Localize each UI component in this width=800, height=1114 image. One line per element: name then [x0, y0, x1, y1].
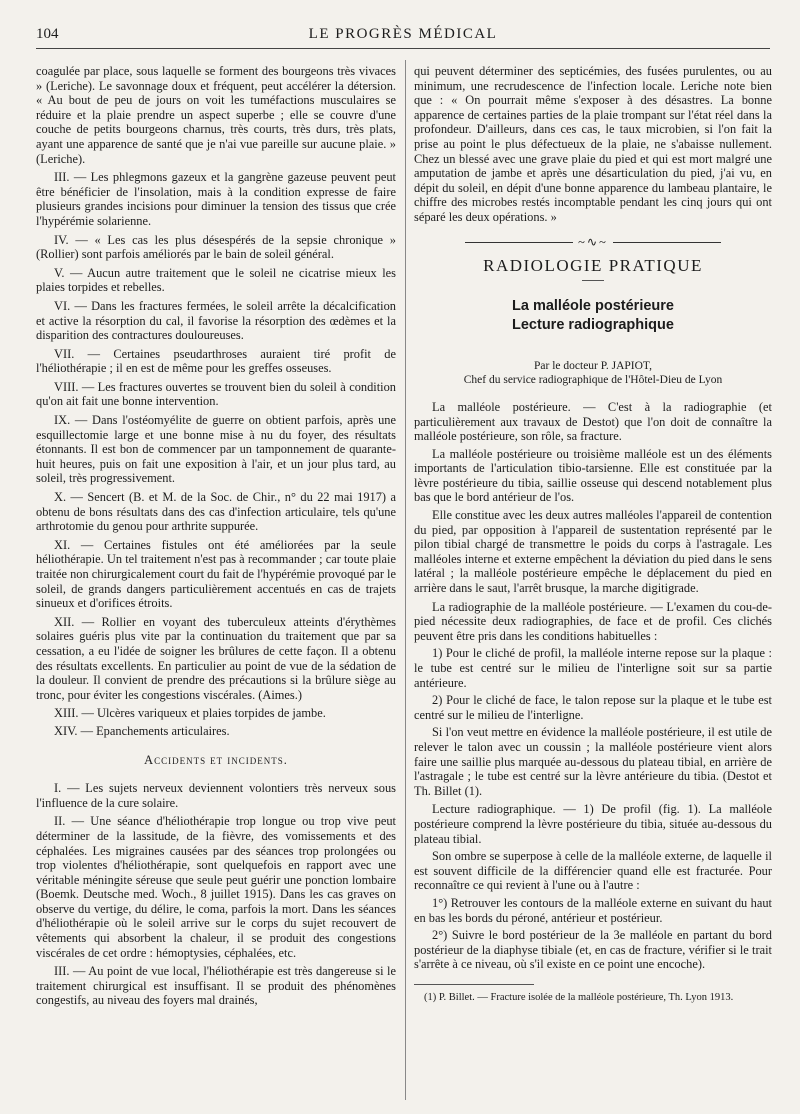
footnote: (1) P. Billet. — Fracture isolée de la malléole postérieure, Th. Lyon 1913.	[424, 991, 734, 1003]
paragraph: VII. — Certaines pseudarthroses auraient tiré profit de l'héliothérapie ; il en est de même pour les greffes osseuses.	[36, 346, 396, 376]
right-column	[414, 64, 772, 1004]
article-title: La malléole postérieure	[512, 297, 674, 314]
column-divider	[405, 60, 406, 1100]
paragraph: X. — Sencert (B. et M. de la Soc. de Chir., n° du 22 mai 1917) a obtenu de bons résultats dans des cas d'infection articulaire, tels qu'une arthrotomie du genou pour arthrite suppurée.	[36, 490, 396, 534]
paragraph: III. — Les phlegmons gazeux et la gangrène gazeuse peuvent peut être bénéficier de l'insolation, mais à la condition expresse de faire plusieurs grandes incisions pour diminuer la tension des tissus que crée l'hypérémie solarienne.	[36, 170, 396, 228]
author-affiliation: Chef du service radiographique de l'Hôtel-Dieu de Lyon	[463, 374, 723, 387]
paragraph: La malléole postérieure. — C'est à la radiographie (et particulièrement aux travaux de Destot) que l'on doit de connaître la malléole postérieure, son rôle, sa fracture.	[414, 399, 772, 444]
article-subtitle: Lecture radiographique	[512, 316, 674, 333]
section-title: RADIOLOGIE PRATIQUE	[483, 256, 703, 276]
paragraph: qui peuvent déterminer des septicémies, des fusées purulentes, ou au minimum, une recrudescence de l'infection locale. Leriche note bien que : « On pourrait même s'exposer à des désastres. La bonne apparence de certaines parties de la plaie trompant sur l'état réel dans la profondeur. D'ailleurs, dans ces cas, le taux microbien, si l'on fait la prise au point le plus défectueux de la plaie, ne s'abaisse nullement. Chez un blessé avec une grave plaie du pied et qui est mort malgré une amputation de jambe et après une désarticulation du pied, j'ai vu, en dépit du soleil, en dépit d'une bonne apparence du lambeau plantaire, le chiffre des microbes restés incomptable pendant les cinq jours qui ont séparé les deux opérations. »	[414, 64, 772, 224]
section-ornament: ~∿~	[414, 235, 772, 250]
paragraph: 2°) Suivre le bord postérieur de la 3e malléole en partant du bord postérieur de la diaphyse tibiale (et, en cas de fracture, vérifier si le trait s'arrête à ce niveau, où s'il existe en ce point une encoche).	[414, 928, 772, 972]
paragraph: 1) Pour le cliché de profil, la malléole interne repose sur la plaque : le tube est centré sur le milieu de l'interligne soit sur sa partie antérieure.	[414, 646, 772, 690]
paragraph: Elle constitue avec les deux autres malléoles l'appareil de contention du pied, par opposition à l'appareil de sustentation représenté par le pilon tibial chargé de transmettre le poids du corps à l'astragale. Les malléoles interne et externe empêchent la déviation du pied dans le sens latéral ; la malléole postérieure empêche le déplacement du pied en arrière dans le saut, l'arrêt brusque, la marche digitigrade.	[414, 508, 772, 596]
paragraph: Si l'on veut mettre en évidence la malléole postérieure, il est utile de relever le talon avec un coussin ; la malléole postérieure vient alors faire une saillie plus marquée au-dessous du plateau tibial, en arrière de l'astragale ; le tube est centré sur la lèvre antérieure du tibia. (Destot et Th. Billet (1).	[414, 725, 772, 798]
paragraph: IV. — « Les cas les plus désespérés de la sepsie chronique » (Rollier) sont parfois améliorés par le bain de soleil général.	[36, 232, 396, 262]
paragraph: coagulée par place, sous laquelle se forment des bourgeons très vivaces » (Leriche). Le savonnage doux et fréquent, peut accélérer la détersion. « Au bout de peu de jours on voit les tuméfactions musculaires se réduire et la plaie prendre un aspect superbe ; elle se couvre d'une couche de petits bourgeons charnus, très courts, très durs, très plats, ayant une apparence de santé que je n'ai vue pareille sur aucune plaie. » (Leriche).	[36, 64, 396, 166]
paragraph: 2) Pour le cliché de face, le talon repose sur la plaque et le tube est centré sur le milieu de l'interligne.	[414, 693, 772, 722]
paragraph: La malléole postérieure ou troisième malléole est un des éléments importants de l'articulation tibio-tarsienne. Elle est constituée par la lèvre postérieure du tibia, saillie osseuse qui descend notablement plus bas que le bord antérieur de l'os.	[414, 446, 772, 505]
paragraph: IX. — Dans l'ostéomyélite de guerre on obtient parfois, après une esquillectomie large et une bonne mise à nu du foyer, des résultats étonnants. Il est bon de commencer par un tamponnement de quarante-huit heures, puis on fait une exposition à l'air, et un jour plus tard, au soleil, très progressivement.	[36, 413, 396, 486]
paragraph: I. — Les sujets nerveux deviennent volontiers très nerveux sous l'influence de la cure solaire.	[36, 781, 396, 810]
title-rule	[582, 280, 604, 281]
subheading: Accidents et incidents.	[144, 752, 288, 767]
paragraph: III. — Au point de vue local, l'héliothérapie est très dangereuse si le traitement chirurgical est insuffisant. Il se produit des phénomènes congestifs, au niveau des foyers mal drainés,	[36, 964, 396, 1008]
author: Par le docteur P. JAPIOT,	[534, 359, 652, 372]
paragraph: Son ombre se superpose à celle de la malléole externe, de laquelle il est souvent difficile de la différencier quand elle est fracturée. Pour reconnaître ce qui revient à l'une ou à l'autre :	[414, 849, 772, 893]
page-header	[36, 26, 770, 49]
paragraph: II. — Une séance d'héliothérapie trop longue ou trop vive peut déterminer de la lassitude, de la fièvre, des vomissements et des céphalées. Les migraines causées par des séances trop prolongées ou trop violentes d'héliothérapie, sont quelquefois en rapport avec une véritable méningite séreuse que seule peut guérir une ponction lombaire (Boemk. Deutsche med. Woch., 8 juillet 1915). Dans les cas graves on observe du vertige, du délire, le coma, parfois la mort. Dans les séances d'héliothérapie où le soleil arrive sur le corps du sujet recouvert de vêtements qui absorbent la chaleur, il se produit des congestions viscérales de cet ordre : hémoptysies, céphalées, etc.	[36, 814, 396, 960]
paragraph: La radiographie de la malléole postérieure. — L'examen du cou-de-pied nécessite deux radiographies, de face et de profil. Ces clichés peuvent être pris dans les conditions habituelles :	[414, 599, 772, 643]
paragraph: XIV. — Epanchements articulaires.	[54, 723, 230, 738]
journal-title: LE PROGRÈS MÉDICAL	[308, 26, 498, 42]
page-number: 104	[36, 26, 59, 42]
paragraph: VIII. — Les fractures ouvertes se trouvent bien du soleil à condition qu'on ait fait une bonne intervention.	[36, 379, 396, 409]
footnote-rule	[414, 984, 534, 985]
paragraph: V. — Aucun autre traitement que le soleil ne cicatrise mieux les plaies torpides et rebelles.	[36, 265, 396, 295]
paragraph: Lecture radiographique. — 1) De profil (fig. 1). La malléole postérieure comprend la lèvre postérieure du tibia, située au-dessous du plateau tibial.	[414, 802, 772, 846]
paragraph: XIII. — Ulcères variqueux et plaies torpides de jambe.	[54, 706, 326, 721]
paragraph: XII. — Rollier en voyant des tuberculeux atteints d'érythèmes solaires guéris plus vite par la continuation du traitement que par sa cessation, a eu l'idée de soigner les brûlures de cette façon. Il a obtenu des résultats excellents. En particulier au point de vue de la sédation de la douleur. Il convient de prendre des précautions si la brûlure siège au tronc, pour éviter les congestions viscérales. (Aimes.)	[36, 614, 396, 702]
paragraph: VI. — Dans les fractures fermées, le soleil arrête la décalcification et active la résorption du cal, il favorise la résorption des œdèmes et la disparition des contractures douloureuses.	[36, 298, 396, 343]
paragraph: 1°) Retrouver les contours de la malléole externe en suivant du haut en bas les bords du péroné, antérieur et postérieur.	[414, 895, 772, 925]
left-column	[36, 64, 396, 1012]
paragraph: XI. — Certaines fistules ont été améliorées par la seule héliothérapie. Un tel traitement n'est pas à recommander ; car toute plaie traitée non chirurgicalement court du fait de l'hypérémie provoqué par le soleil, de grands dangers particulièrement accentués en cas de trajets sinueux et d'orifices étroits.	[36, 537, 396, 611]
